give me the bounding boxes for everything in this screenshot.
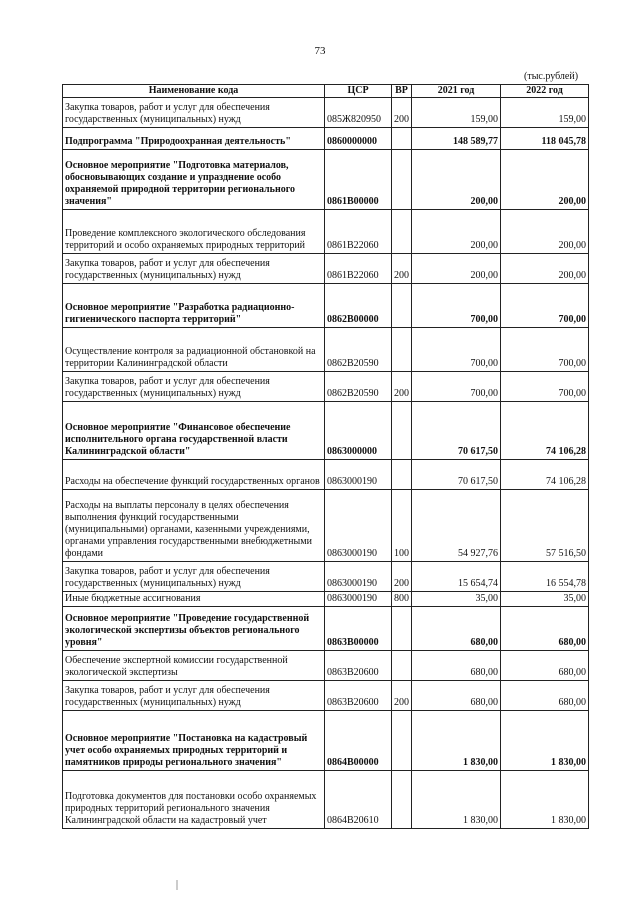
row-csr-cell: 0863000190 — [325, 460, 392, 490]
row-2021-cell: 680,00 — [412, 651, 501, 681]
row-2022-cell: 700,00 — [501, 328, 589, 372]
row-2022-cell: 74 106,28 — [501, 460, 589, 490]
row-vr-cell — [392, 284, 412, 328]
row-2022-cell: 74 106,28 — [501, 402, 589, 460]
row-vr-cell — [392, 150, 412, 210]
row-name-cell: Подпрограмма "Природоохранная деятельность" — [63, 128, 325, 150]
scan-mark — [176, 880, 178, 890]
header-year-2021: 2021 год — [412, 85, 501, 98]
header-csr: ЦСР — [325, 85, 392, 98]
row-vr-cell — [392, 328, 412, 372]
table-row — [63, 490, 589, 562]
row-csr-cell: 0863000190 — [325, 592, 392, 607]
row-name-cell: Обеспечение экспертной комиссии государственной экологической экспертизы — [63, 651, 325, 681]
row-vr-cell — [392, 651, 412, 681]
row-csr-cell: 0860000000 — [325, 128, 392, 150]
row-vr-cell — [392, 210, 412, 254]
table-row — [63, 771, 589, 829]
row-vr-cell: 200 — [392, 98, 412, 128]
row-2022-cell: 35,00 — [501, 592, 589, 607]
row-2022-cell: 1 830,00 — [501, 771, 589, 829]
row-csr-cell: 0862B20590 — [325, 372, 392, 402]
row-csr-cell: 0864B20610 — [325, 771, 392, 829]
row-2021-cell: 200,00 — [412, 254, 501, 284]
table-row — [63, 328, 589, 372]
row-csr-cell: 0863B20600 — [325, 651, 392, 681]
row-csr-cell: 0861B22060 — [325, 210, 392, 254]
header-year-2022: 2022 год — [501, 85, 589, 98]
budget-table — [62, 84, 589, 829]
row-name-cell: Основное мероприятие "Разработка радиационно-гигиенического паспорта территорий" — [63, 284, 325, 328]
row-name-cell: Основное мероприятие "Постановка на кадастровый учет особо охраняемых природных территорий и памятников природы регионального значения" — [63, 711, 325, 771]
row-name-cell: Иные бюджетные ассигнования — [63, 592, 325, 607]
table-header-row — [63, 85, 589, 98]
row-csr-cell: 0863000000 — [325, 402, 392, 460]
header-name: Наименование кода — [63, 85, 325, 98]
units-label: (тыс.рублей) — [524, 71, 579, 82]
table-row — [63, 210, 589, 254]
row-vr-cell — [392, 402, 412, 460]
table-row — [63, 681, 589, 711]
row-2022-cell: 159,00 — [501, 98, 589, 128]
row-2022-cell: 200,00 — [501, 210, 589, 254]
row-2021-cell: 148 589,77 — [412, 128, 501, 150]
row-2021-cell: 200,00 — [412, 150, 501, 210]
row-2021-cell: 200,00 — [412, 210, 501, 254]
row-csr-cell: 0862B20590 — [325, 328, 392, 372]
row-2022-cell: 200,00 — [501, 254, 589, 284]
row-2021-cell: 700,00 — [412, 284, 501, 328]
row-2022-cell: 200,00 — [501, 150, 589, 210]
row-name-cell: Закупка товаров, работ и услуг для обеспечения государственных (муниципальных) нужд — [63, 98, 325, 128]
row-2021-cell: 70 617,50 — [412, 460, 501, 490]
row-csr-cell: 0862B00000 — [325, 284, 392, 328]
row-csr-cell: 0863B20600 — [325, 681, 392, 711]
row-name-cell: Закупка товаров, работ и услуг для обеспечения государственных (муниципальных) нужд — [63, 681, 325, 711]
table-row — [63, 651, 589, 681]
table-row — [63, 372, 589, 402]
table-row — [63, 402, 589, 460]
table-row — [63, 592, 589, 607]
row-vr-cell: 200 — [392, 254, 412, 284]
header-vr: ВР — [392, 85, 412, 98]
row-name-cell: Осуществление контроля за радиационной обстановкой на территории Калининградской области — [63, 328, 325, 372]
table-row — [63, 284, 589, 328]
row-2021-cell: 680,00 — [412, 607, 501, 651]
row-name-cell: Основное мероприятие "Финансовое обеспечение исполнительного органа государственной власти Калининградской области" — [63, 402, 325, 460]
row-csr-cell: 085Ж820950 — [325, 98, 392, 128]
row-name-cell: Основное мероприятие "Подготовка материалов, обосновывающих создание и упразднение особо охраняемой природной территории регионального значения" — [63, 150, 325, 210]
table-row — [63, 711, 589, 771]
row-2021-cell: 1 830,00 — [412, 771, 501, 829]
row-name-cell: Проведение комплексного экологического обследования территорий и особо охраняемых природных территорий — [63, 210, 325, 254]
row-name-cell: Закупка товаров, работ и услуг для обеспечения государственных (муниципальных) нужд — [63, 254, 325, 284]
row-name-cell: Закупка товаров, работ и услуг для обеспечения государственных (муниципальных) нужд — [63, 562, 325, 592]
row-csr-cell: 0864B00000 — [325, 711, 392, 771]
row-vr-cell: 800 — [392, 592, 412, 607]
row-vr-cell — [392, 128, 412, 150]
row-csr-cell: 0861B22060 — [325, 254, 392, 284]
row-name-cell: Подготовка документов для постановки особо охраняемых природных территорий регионального значения Калининградской области на кадастровый учет — [63, 771, 325, 829]
row-vr-cell: 100 — [392, 490, 412, 562]
row-name-cell: Расходы на выплаты персоналу в целях обеспечения выполнения функций государственными (муниципальными) органами, казенными учреждениями, органами управления государственными внебюджетными фондами — [63, 490, 325, 562]
row-2021-cell: 680,00 — [412, 681, 501, 711]
row-vr-cell — [392, 711, 412, 771]
table-row — [63, 562, 589, 592]
row-2022-cell: 57 516,50 — [501, 490, 589, 562]
row-name-cell: Основное мероприятие "Проведение государственной экологической экспертизы объектов регионального уровня" — [63, 607, 325, 651]
row-csr-cell: 0863000190 — [325, 562, 392, 592]
row-2022-cell: 700,00 — [501, 284, 589, 328]
row-2022-cell: 680,00 — [501, 607, 589, 651]
row-csr-cell: 0861B00000 — [325, 150, 392, 210]
row-2022-cell: 16 554,78 — [501, 562, 589, 592]
row-2022-cell: 680,00 — [501, 681, 589, 711]
row-2022-cell: 118 045,78 — [501, 128, 589, 150]
row-2021-cell: 54 927,76 — [412, 490, 501, 562]
row-csr-cell: 0863B00000 — [325, 607, 392, 651]
table-row — [63, 150, 589, 210]
table-row — [63, 128, 589, 150]
table-row — [63, 607, 589, 651]
row-2021-cell: 700,00 — [412, 328, 501, 372]
row-2021-cell: 1 830,00 — [412, 711, 501, 771]
row-2021-cell: 159,00 — [412, 98, 501, 128]
row-2022-cell: 1 830,00 — [501, 711, 589, 771]
row-2021-cell: 700,00 — [412, 372, 501, 402]
row-vr-cell — [392, 460, 412, 490]
row-csr-cell: 0863000190 — [325, 490, 392, 562]
table-row — [63, 98, 589, 128]
row-vr-cell — [392, 607, 412, 651]
row-2022-cell: 700,00 — [501, 372, 589, 402]
page-number: 73 — [314, 45, 326, 57]
table-row — [63, 460, 589, 490]
row-2021-cell: 70 617,50 — [412, 402, 501, 460]
row-2021-cell: 35,00 — [412, 592, 501, 607]
row-vr-cell — [392, 771, 412, 829]
table-row — [63, 254, 589, 284]
row-name-cell: Закупка товаров, работ и услуг для обеспечения государственных (муниципальных) нужд — [63, 372, 325, 402]
row-2021-cell: 15 654,74 — [412, 562, 501, 592]
row-vr-cell: 200 — [392, 372, 412, 402]
row-vr-cell: 200 — [392, 681, 412, 711]
row-vr-cell: 200 — [392, 562, 412, 592]
row-2022-cell: 680,00 — [501, 651, 589, 681]
row-name-cell: Расходы на обеспечение функций государственных органов — [63, 460, 325, 490]
